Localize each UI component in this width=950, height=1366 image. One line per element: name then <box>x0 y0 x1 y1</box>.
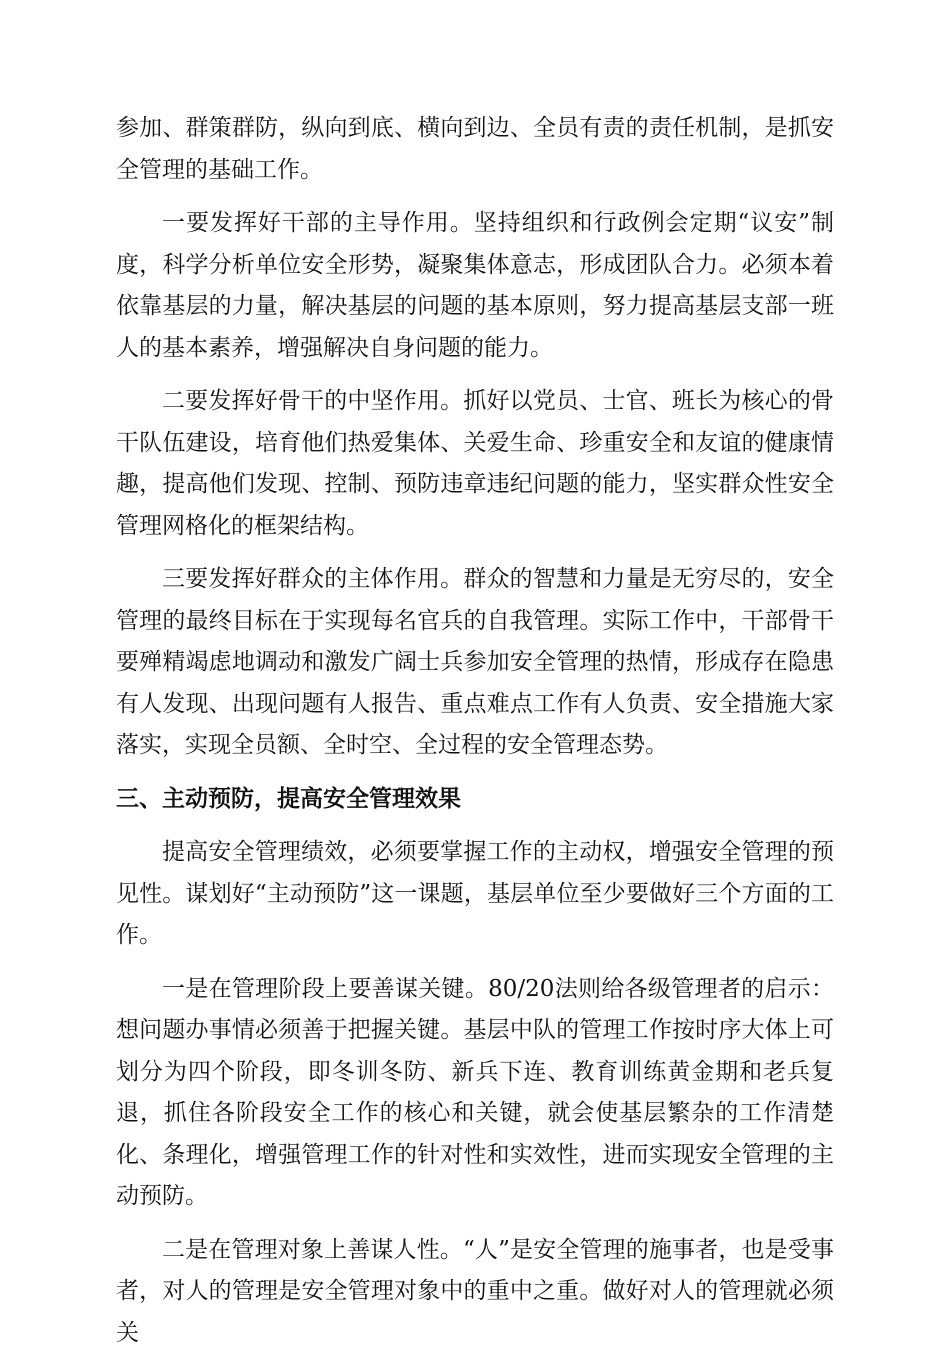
paragraph-responsibility-mechanism: 参加、群策群防，纵向到底、横向到边、全员有责的责任机制，是抓安全管理的基础工作。 <box>116 115 834 183</box>
paragraph-management-people: 二是在管理对象上善谋人性。“人”是安全管理的施事者，也是受事者，对人的管理是安全管理对象中的重中之重。做好对人的管理就必须关 <box>116 1236 834 1346</box>
paragraph-backbone-role: 二要发挥好骨干的中坚作用。抓好以党员、士官、班长为核心的骨干队伍建设，培育他们热爱集体、关爱生命、珍重安全和友谊的健康情趣，提高他们发现、控制、预防违章违纪问题的能力，坚实群众性安全管理网格化的框架结构。 <box>116 388 834 539</box>
section-heading-active-prevention: 三、主动预防，提高安全管理效果 <box>116 785 461 812</box>
paragraph-prevention-intro: 提高安全管理绩效，必须要掌握工作的主动权，增强安全管理的预见性。谋划好“主动预防”这一课题，基层单位至少要做好三个方面的工作。 <box>116 839 834 948</box>
document-body <box>116 108 834 1366</box>
paragraph-management-stages: 一是在管理阶段上要善谋关键。80/20法则给各级管理者的启示：想问题办事情必须善于把握关键。基层中队的管理工作按时序大体上可划分为四个阶段，即冬训冬防、新兵下连、教育训练黄金期和老兵复退，抓住各阶段安全工作的核心和关键，就会使基层繁杂的工作清楚化、条理化，增强管理工作的针对性和实效性，进而实现安全管理的主动预防。 <box>116 975 834 1209</box>
paragraph-cadre-role: 一要发挥好干部的主导作用。坚持组织和行政例会定期“议安”制度，科学分析单位安全形势，凝聚集体意志，形成团队合力。必须本着依靠基层的力量，解决基层的问题的基本原则，努力提高基层支部一班人的基本素养，增强解决自身问题的能力。 <box>116 210 834 361</box>
paragraph-masses-role: 三要发挥好群众的主体作用。群众的智慧和力量是无穷尽的，安全管理的最终目标在于实现每名官兵的自我管理。实际工作中，干部骨干要殚精竭虑地调动和激发广阔士兵参加安全管理的热情，形成存在隐患有人发现、出现问题有人报告、重点难点工作有人负责、安全措施大家落实，实现全员额、全时空、全过程的安全管理态势。 <box>116 566 834 758</box>
